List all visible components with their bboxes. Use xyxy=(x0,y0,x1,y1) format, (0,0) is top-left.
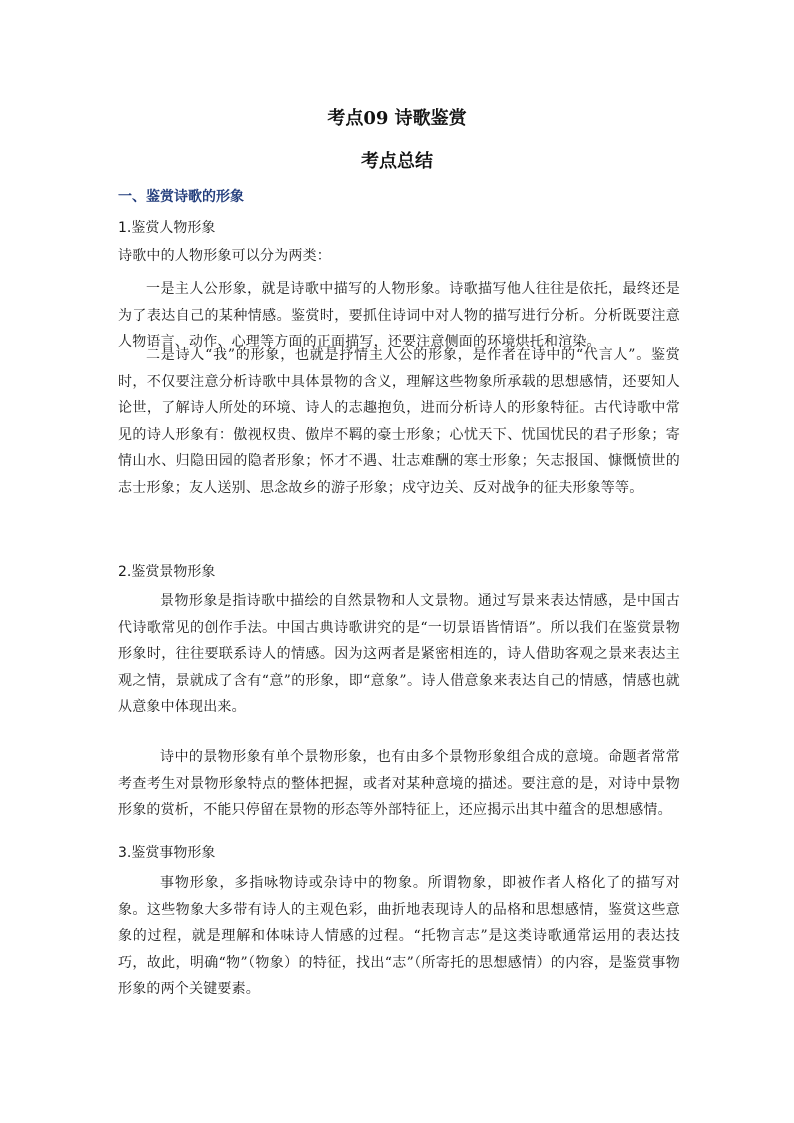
section-heading: 一、鉴赏诗歌的形象 xyxy=(118,189,244,205)
paragraph: 一是主人公形象，就是诗歌中描写的人物形象。诗歌描写他人往往是依托，最终还是为了表达自己的某种情感。鉴赏时，要抓住诗词中对人物的描写进行分析。分析既要注意人物语言、动作、心理等方面的正面描写，还要注意侧面的环境烘托和渲染。 xyxy=(118,281,680,350)
paragraph: 景物形象是指诗歌中描绘的自然景物和人文景物。通过写景来表达情感，是中国古代诗歌常见的创作手法。中国古典诗歌讲究的是“一切景语皆情语”。所以我们在鉴赏景物形象时，往往要联系诗人的情感。因为这两者是紧密相连的，诗人借助客观之景来表达主观之情，景就成了含有“意”的形象，即“意象”。诗人借意象来表达自己的情感，情感也就从意象中体现出来。 xyxy=(118,593,680,715)
document-subtitle: 考点总结 xyxy=(361,151,433,172)
paragraph: 二是诗人“我”的形象，也就是抒情主人公的形象，是作者在诗中的“代言人”。鉴赏时，不仅要注意分析诗歌中具体景物的含义，理解这些物象所承载的思想感情，还要知人论世，了解诗人所处的环境、诗人的志趣抱负，进而分析诗人的形象特征。古代诗歌中常见的诗人形象有：傲视权贵、傲岸不羁的豪士形象；心忧天下、忧国忧民的君子形象；寄情山水、归隐田园的隐者形象；怀才不遇、壮志难酬的寒士形象；矢志报国、慷慨愤世的志士形象；友人送别、思念故乡的游子形象；戍守边关、反对战争的征夫形象等等。 xyxy=(118,347,680,496)
document-title: 考点09 诗歌鉴赏 xyxy=(327,108,467,129)
subsection-heading-2: 2.鉴赏景物形象 xyxy=(118,564,216,580)
paragraph: 事物形象，多指咏物诗或杂诗中的物象。所谓物象，即被作者人格化了的描写对象。这些物象大多带有诗人的主观色彩，曲折地表现诗人的品格和思想感情，鉴赏这些意象的过程，就是理解和体味诗人情感的过程。“托物言志”是这类诗歌通常运用的表达技巧，故此，明确“物”（物象）的特征，找出“志”（所寄托的思想感情）的内容，是鉴赏事物形象的两个关键要素。 xyxy=(118,875,680,997)
paragraph: 诗歌中的人物形象可以分为两类： xyxy=(118,248,331,264)
paragraph: 诗中的景物形象有单个景物形象，也有由多个景物形象组合成的意境。命题者常常考查考生对景物形象特点的整体把握，或者对某种意境的描述。要注意的是，对诗中景物形象的赏析，不能只停留在景物的形态等外部特征上，还应揭示出其中蕴含的思想感情。 xyxy=(118,749,680,818)
subsection-heading-3: 3.鉴赏事物形象 xyxy=(118,845,216,861)
subsection-heading-1: 1.鉴赏人物形象 xyxy=(118,220,216,236)
